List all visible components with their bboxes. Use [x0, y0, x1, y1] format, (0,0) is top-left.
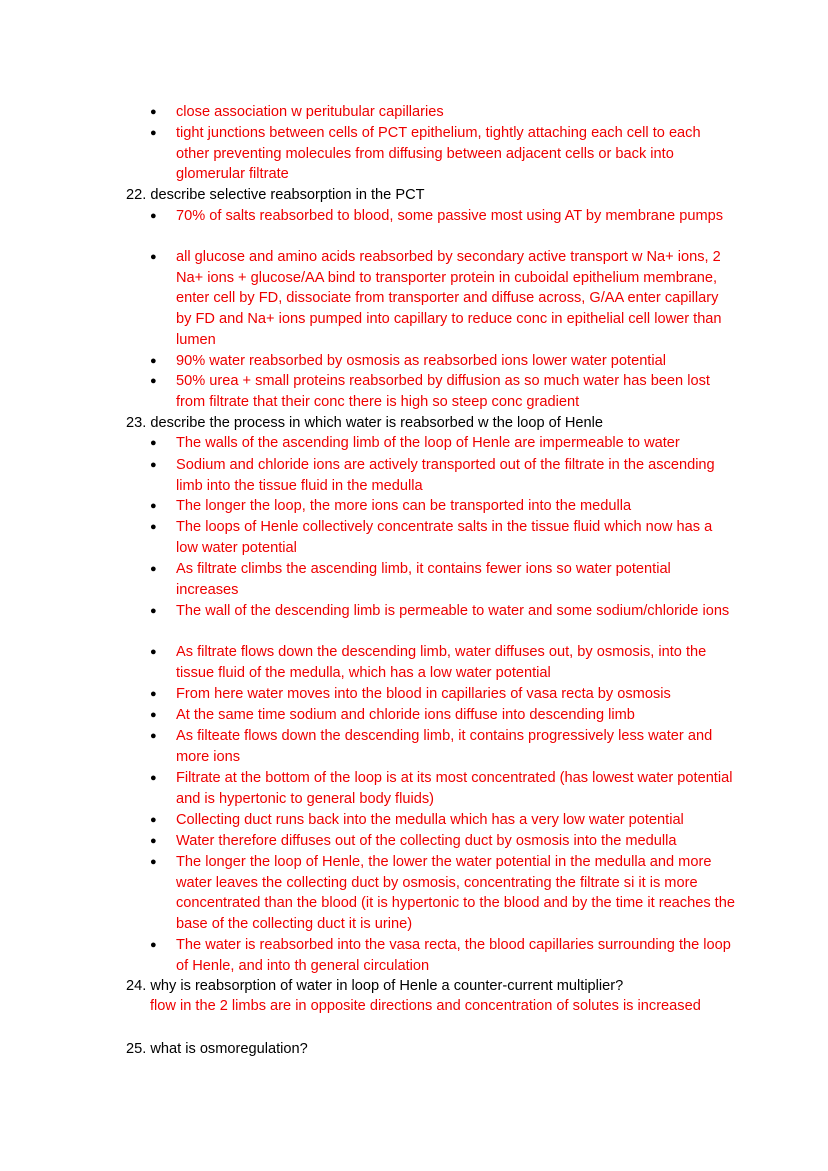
question-24: 24. why is reabsorption of water in loop of Henle a counter-current multiplier?: [126, 978, 624, 994]
list-item: ● 90% water reabsorbed by osmosis as reabsorbed ions lower water potential: [176, 351, 736, 372]
list-item: ● As filtrate climbs the ascending limb, it contains fewer ions so water potential increases: [176, 559, 736, 600]
answer-24: flow in the 2 limbs are in opposite directions and concentration of solutes is increased: [150, 998, 701, 1014]
list-item: ● As filteate flows down the descending limb, it contains progressively less water and more ions: [176, 726, 736, 767]
list-item: ● The loops of Henle collectively concentrate salts in the tissue fluid which now has a low water potential: [176, 517, 736, 558]
list-item: ● The longer the loop of Henle, the lower the water potential in the medulla and more water leaves the collecting duct by osmosis, concentrating the filtrate si it is more concentrated than the blood (it is hypertonic to the blood and by the time it reaches the base of the collecting duct it is urine): [176, 852, 736, 935]
question-22: 22. describe selective reabsorption in the PCT: [126, 187, 425, 203]
list-item: ● 70% of salts reabsorbed to blood, some passive most using AT by membrane pumps: [176, 206, 736, 227]
list-item: ● tight junctions between cells of PCT epithelium, tightly attaching each cell to each other preventing molecules from diffusing between adjacent cells or back into glomerular filtrate: [176, 123, 736, 185]
list-item: ● all glucose and amino acids reabsorbed by secondary active transport w Na+ ions, 2 Na+ ions + glucose/AA bind to transporter protein in cuboidal epithelium membrane, enter cell by FD, dissociate from transporter and diffuse across, G/AA enter capillary by FD and Na+ ions pumped into capillary to reduce conc in epithelial cell lower than lumen: [176, 247, 736, 351]
list-item: ● The walls of the ascending limb of the loop of Henle are impermeable to water: [176, 433, 736, 454]
list-item: ● The longer the loop, the more ions can be transported into the medulla: [176, 496, 736, 517]
list-item: ● Collecting duct runs back into the medulla which has a very low water potential: [176, 810, 736, 831]
list-item: ● Filtrate at the bottom of the loop is at its most concentrated (has lowest water potential and is hypertonic to general body fluids): [176, 768, 736, 809]
list-item: ● From here water moves into the blood in capillaries of vasa recta by osmosis: [176, 684, 736, 705]
list-item: ● Water therefore diffuses out of the collecting duct by osmosis into the medulla: [176, 831, 736, 852]
list-item: ● The wall of the descending limb is permeable to water and some sodium/chloride ions: [176, 601, 736, 622]
list-item: ● As filtrate flows down the descending limb, water diffuses out, by osmosis, into the tissue fluid of the medulla, which has a low water potential: [176, 642, 736, 683]
list-item: ● Sodium and chloride ions are actively transported out of the filtrate in the ascending limb into the tissue fluid in the medulla: [176, 455, 736, 496]
list-item: ● The water is reabsorbed into the vasa recta, the blood capillaries surrounding the loop of Henle, and into th general circulation: [176, 935, 736, 976]
list-item: ● 50% urea + small proteins reabsorbed by diffusion as so much water has been lost from filtrate that their conc there is high so steep conc gradient: [176, 371, 736, 412]
list-item: ● close association w peritubular capillaries: [176, 102, 736, 123]
list-item: ● At the same time sodium and chloride ions diffuse into descending limb: [176, 705, 736, 726]
question-23: 23. describe the process in which water is reabsorbed w the loop of Henle: [126, 415, 603, 431]
question-25: 25. what is osmoregulation?: [126, 1041, 308, 1057]
